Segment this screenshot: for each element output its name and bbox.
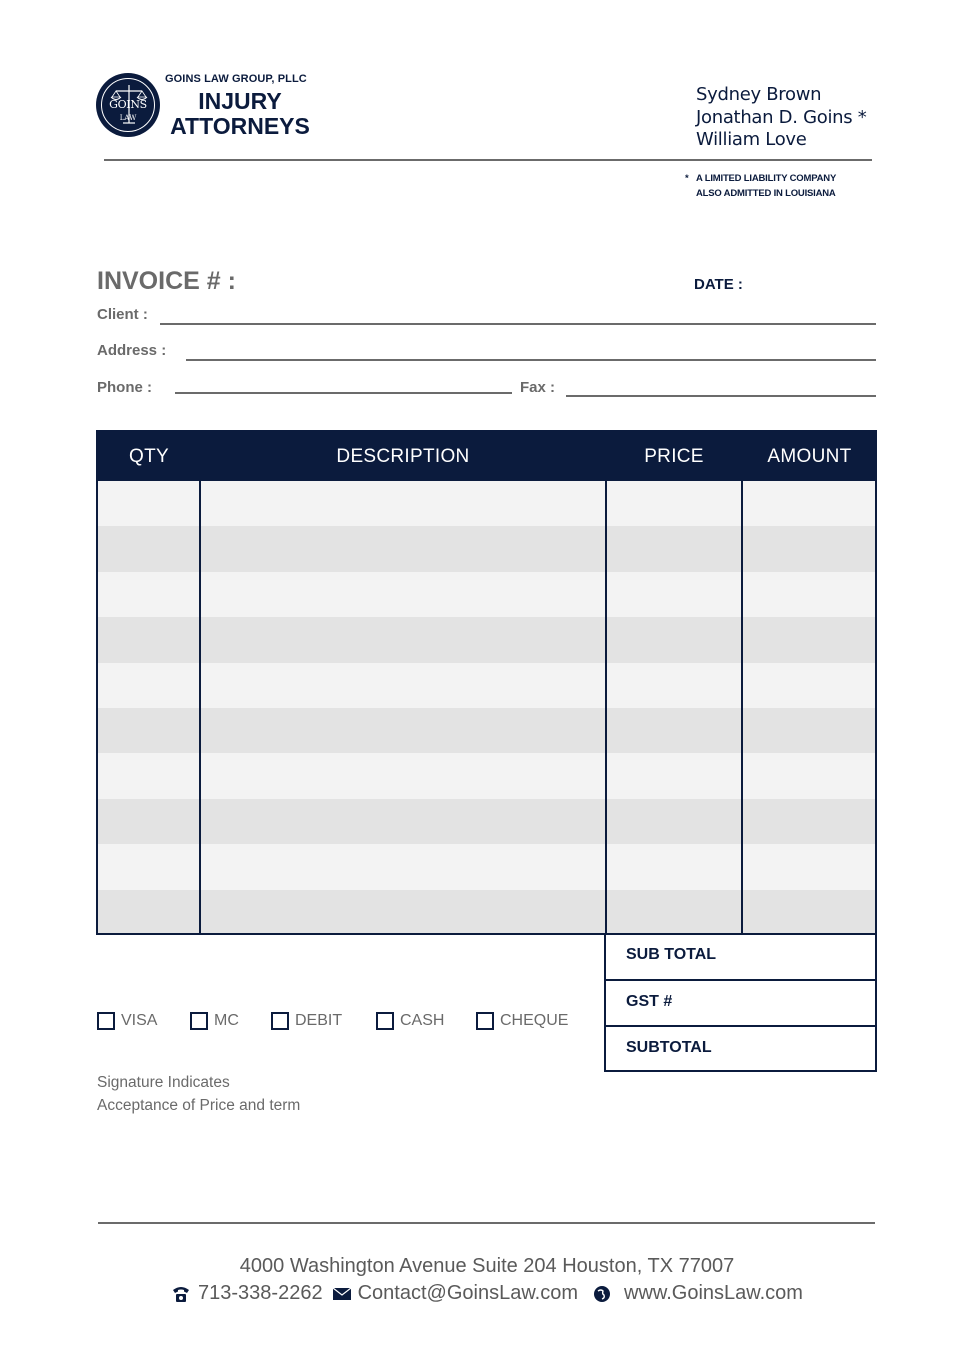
firm-tagline-1: INJURY <box>198 88 282 114</box>
address-label: Address : <box>97 342 167 359</box>
footer-email-text: Contact@GoinsLaw.com <box>357 1282 578 1304</box>
seal-text-top: GOINS <box>109 98 147 111</box>
payment-label: CHEQUE <box>500 1012 569 1029</box>
date-label: DATE : <box>694 276 743 293</box>
footer-address: 4000 Washington Avenue Suite 204 Houston, TX 77007 <box>239 1255 735 1277</box>
column-header-qty: QTY <box>129 446 169 467</box>
column-divider <box>605 481 607 933</box>
phone-field[interactable] <box>175 392 512 394</box>
checkbox[interactable] <box>271 1012 289 1030</box>
seal-text-bottom: LAW <box>119 114 137 122</box>
firm-tagline-2: ATTORNEYS <box>170 113 310 139</box>
table-row[interactable] <box>98 890 875 935</box>
footer-email[interactable] <box>333 1282 578 1305</box>
logo-seal <box>96 73 160 137</box>
note-line-1: A LIMITED LIABILITY COMPANY <box>696 173 837 184</box>
signature-note-line-1: Signature Indicates <box>97 1074 230 1091</box>
note-asterisk: * <box>685 173 689 184</box>
invoice-number-label: INVOICE # : <box>97 267 236 295</box>
envelope-icon <box>333 1287 351 1301</box>
globe-icon <box>593 1285 611 1303</box>
column-divider <box>741 481 743 933</box>
payment-option-mc[interactable] <box>190 1012 239 1030</box>
footer-divider <box>98 1222 875 1224</box>
partner-name: Jonathan D. Goins * <box>696 107 867 128</box>
payment-label: DEBIT <box>295 1012 343 1029</box>
partner-name: Sydney Brown <box>696 84 822 105</box>
table-row[interactable] <box>98 708 875 753</box>
phone-label: Phone : <box>97 379 152 396</box>
gst-row[interactable]: GST # <box>606 979 875 1024</box>
footer-contacts <box>0 1282 974 1305</box>
totals-box <box>604 934 877 1072</box>
partner-name: William Love <box>696 129 807 150</box>
column-divider <box>199 481 201 933</box>
table-body <box>98 481 875 935</box>
fax-label: Fax : <box>520 379 556 396</box>
column-header-price: PRICE <box>644 446 704 467</box>
client-label: Client : <box>97 306 148 323</box>
column-header-description: DESCRIPTION <box>336 446 470 467</box>
payment-label: CASH <box>400 1012 445 1029</box>
payment-option-visa[interactable] <box>97 1012 157 1030</box>
sub-total-row[interactable]: SUB TOTAL <box>626 946 717 963</box>
footer-phone[interactable] <box>171 1282 323 1305</box>
table-row[interactable] <box>98 844 875 889</box>
table-row[interactable] <box>98 617 875 662</box>
subtotal-row[interactable]: SUBTOTAL <box>606 1025 875 1070</box>
table-row[interactable] <box>98 799 875 844</box>
table-row[interactable] <box>98 663 875 708</box>
payment-label: VISA <box>121 1012 158 1029</box>
payment-option-debit[interactable] <box>271 1012 342 1030</box>
firm-name: GOINS LAW GROUP, PLLC <box>165 73 307 85</box>
table-row[interactable] <box>98 481 875 526</box>
address-field[interactable] <box>186 359 876 361</box>
table-row[interactable] <box>98 572 875 617</box>
footer-website-text: www.GoinsLaw.com <box>624 1282 803 1304</box>
client-field[interactable] <box>160 323 876 325</box>
table-header <box>98 432 875 481</box>
table-row[interactable] <box>98 526 875 571</box>
checkbox[interactable] <box>190 1012 208 1030</box>
column-header-amount: AMOUNT <box>767 446 852 467</box>
payment-label: MC <box>214 1012 239 1029</box>
footer-website[interactable] <box>593 1282 803 1305</box>
note-line-2: ALSO ADMITTED IN LOUISIANA <box>696 188 836 199</box>
fax-field[interactable] <box>566 395 876 397</box>
line-items-table <box>96 430 877 935</box>
checkbox[interactable] <box>476 1012 494 1030</box>
payment-option-cheque[interactable] <box>476 1012 568 1030</box>
checkbox[interactable] <box>97 1012 115 1030</box>
footer-phone-text: 713-338-2262 <box>198 1282 323 1304</box>
seal-ring <box>101 78 155 132</box>
checkbox[interactable] <box>376 1012 394 1030</box>
signature-note-line-2: Acceptance of Price and term <box>97 1097 301 1114</box>
phone-icon <box>171 1285 191 1303</box>
table-row[interactable] <box>98 753 875 798</box>
payment-option-cash[interactable] <box>376 1012 444 1030</box>
header-divider <box>104 159 872 161</box>
